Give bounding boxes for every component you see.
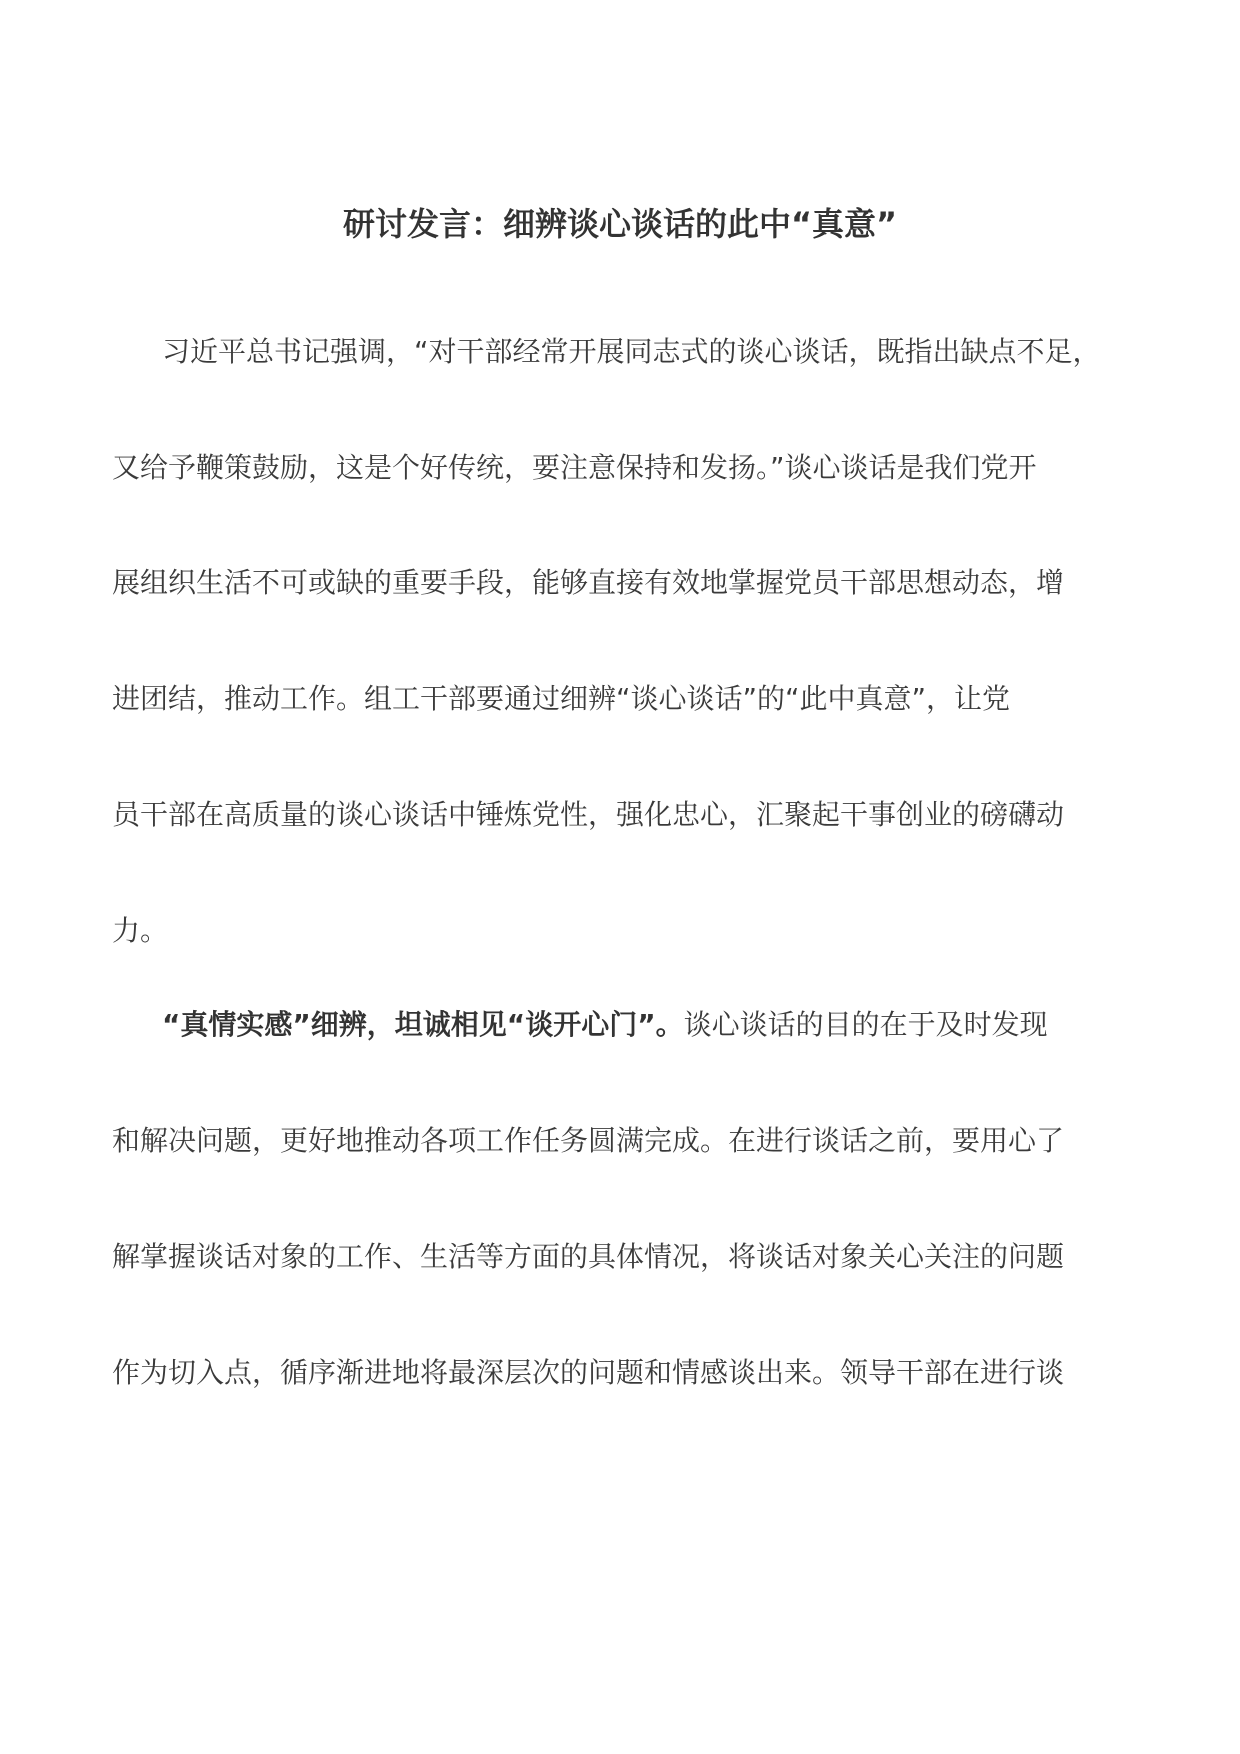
paragraph-2-heading: “真情实感”细辨，坦诚相见“谈开心门”。 xyxy=(162,1008,684,1041)
paragraph-1-line-4: 进团结，推动工作。组工干部要通过细辨“谈心谈话”的“此中真意”，让党 xyxy=(112,682,1011,715)
paragraph-1-line-5: 员干部在高质量的谈心谈话中锤炼党性，强化忠心，汇聚起干事创业的磅礴动 xyxy=(112,798,1065,831)
paragraph-1-line-6: 力。 xyxy=(112,914,169,947)
paragraph-2-line-4: 作为切入点，循序渐进地将最深层次的问题和情感谈出来。领导干部在进行谈 xyxy=(112,1356,1065,1389)
document-title: 研讨发言：细辨谈心谈话的此中“真意” xyxy=(342,205,898,243)
paragraph-1-line-1: 习近平总书记强调，“对干部经常开展同志式的谈心谈话，既指出缺点不足， xyxy=(162,335,1101,368)
paragraph-2-line-3: 解掌握谈话对象的工作、生活等方面的具体情况，将谈话对象关心关注的问题 xyxy=(112,1240,1065,1273)
paragraph-2-first-line-text: 谈心谈话的目的在于及时发现 xyxy=(683,1008,1048,1041)
paragraph-2-line-1 xyxy=(162,1005,1192,1045)
paragraph-1-line-2: 又给予鞭策鼓励，这是个好传统，要注意保持和发扬。”谈心谈话是我们党开 xyxy=(112,451,1037,484)
paragraph-2-line-2: 和解决问题，更好地推动各项工作任务圆满完成。在进行谈话之前，要用心了 xyxy=(112,1124,1065,1157)
paragraph-1-line-3: 展组织生活不可或缺的重要手段，能够直接有效地掌握党员干部思想动态，增 xyxy=(112,566,1065,599)
